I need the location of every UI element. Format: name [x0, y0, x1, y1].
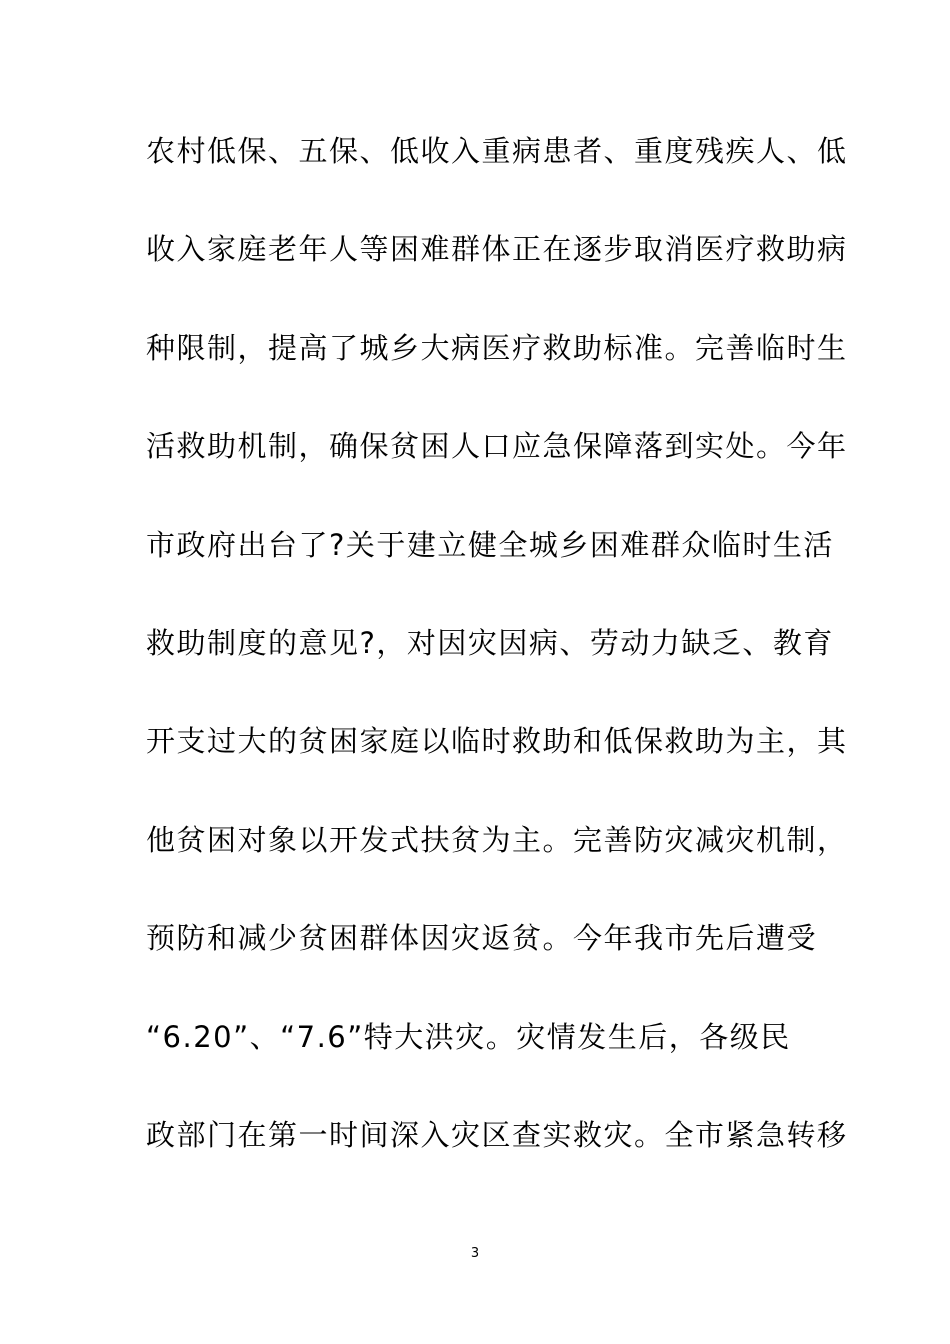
text-line: 收入家庭老年人等困难群体正在逐步取消医疗救助病 — [146, 232, 848, 267]
text-line: 农村低保、五保、低收入重病患者、重度残疾人、低 — [146, 134, 848, 168]
body-text — [146, 128, 848, 1210]
text-line: 预防和减少贫困群体因灾返贫。今年我市先后遭受 — [146, 921, 818, 956]
text-line: 开支过大的贫困家庭以临时救助和低保救助为主，其 — [146, 724, 848, 759]
text-line: 救助制度的意见?，对因灾因病、劳动力缺乏、教育 — [146, 625, 834, 660]
page-number: 3 — [470, 1246, 480, 1261]
text-line: 活救助机制，确保贫困人口应急保障落到实处。今年 — [146, 429, 848, 464]
text-line: 市政府出台了?关于建立健全城乡困难群众临时生活 — [146, 527, 834, 562]
text-line: “6.20”、“7.6”特大洪灾。灾情发生后，各级民 — [146, 1019, 791, 1054]
text-line: 政部门在第一时间深入灾区查实救灾。全市紧急转移 — [146, 1117, 848, 1152]
text-line: 他贫困对象以开发式扶贫为主。完善防灾减灾机制， — [146, 822, 848, 857]
text-line: 种限制，提高了城乡大病医疗救助标准。完善临时生 — [146, 330, 848, 365]
